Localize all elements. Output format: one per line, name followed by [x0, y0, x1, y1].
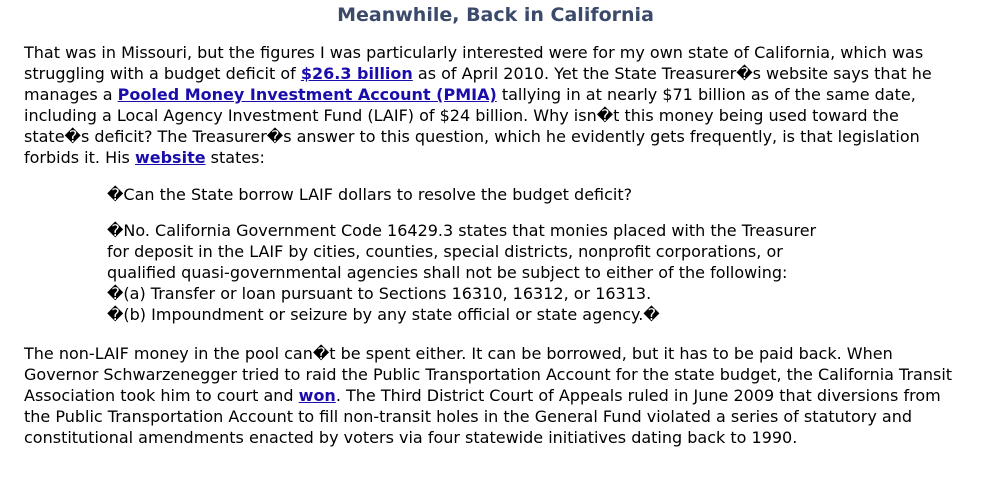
- answer-line-5: �(b) Impoundment or seizure by any state official or state agency.�: [107, 305, 660, 324]
- treasurer-website-link[interactable]: website: [134, 148, 206, 167]
- answer-line-4: �(a) Transfer or loan pursuant to Sections 16310, 16312, or 16313.: [107, 284, 652, 303]
- paragraph-1: [24, 42, 964, 168]
- paragraph-1-text-1: That was in Missouri, but the figures I was particularly interested were for my own state of California, which was struggling with a budget deficit of: [24, 43, 924, 83]
- paragraph-1-text-2: as of April 2010. Yet the State Treasurer�s website says that he manages a: [24, 64, 932, 104]
- paragraph-2-text-1: The non-LAIF money in the pool can�t be spent either. It can be borrowed, but it has to be paid back. When Governor Schwarzenegger tried to raid the Public Transportation Account for the state budget, the California Transit Association took him to court and: [24, 344, 953, 405]
- answer-line-3: qualified quasi-governmental agencies shall not be subject to either of the following:: [107, 263, 788, 282]
- pmia-link[interactable]: Pooled Money Investment Account (PMIA): [117, 85, 497, 104]
- paragraph-1-text-3: tallying in at nearly $71 billion as of the same date, including a Local Agency Investment Fund (LAIF) of $24 billion. Why isn�t this money being used toward the state�s deficit? The Treasurer�s answer to this question, which he evidently gets frequently, is that legislation forbids it. His: [24, 85, 920, 167]
- deficit-link[interactable]: $26.3 billion: [300, 64, 413, 83]
- won-link[interactable]: won: [298, 386, 336, 405]
- answer-line-1: �No. California Government Code 16429.3 states that monies placed with the Treasurer: [107, 221, 817, 240]
- blockquote-answer: [107, 220, 907, 325]
- paragraph-2: [24, 343, 964, 448]
- blockquote-question: �Can the State borrow LAIF dollars to resolve the budget deficit?: [107, 185, 633, 204]
- paragraph-1-text-4: states:: [205, 148, 265, 167]
- answer-line-2: for deposit in the LAIF by cities, counties, special districts, nonprofit corporations, or: [107, 242, 783, 261]
- page-title: Meanwhile, Back in California: [337, 4, 654, 26]
- paragraph-2-text-2: . The Third District Court of Appeals ruled in June 2009 that diversions from the Public Transportation Account to fill non-transit holes in the General Fund violated a series of statutory and constitutional amendments enacted by voters via four statewide initiatives dating back to 1990.: [24, 386, 941, 447]
